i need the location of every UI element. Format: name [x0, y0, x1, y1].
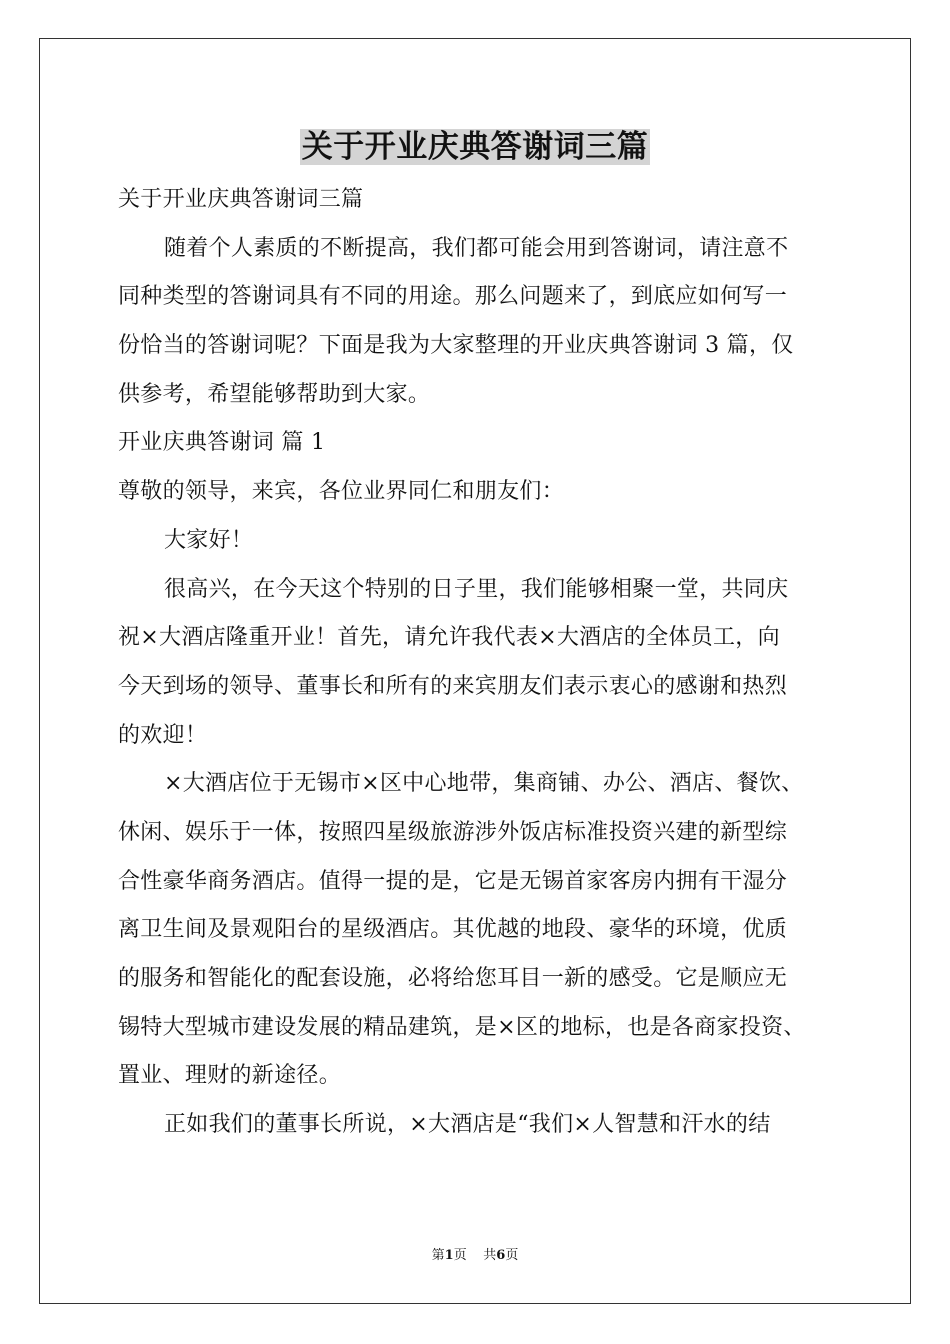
document-title-text: 关于开业庆典答谢词三篇	[301, 129, 649, 165]
footer-total-prefix: 共	[483, 1248, 497, 1263]
body-line: 同种类型的答谢词具有不同的用途。那么问题来了，到底应如何写一	[118, 284, 788, 310]
body-line: 休闲、娱乐于一体，按照四星级旅游涉外饭店标准投资兴建的新型综	[118, 819, 788, 845]
body-line: 今天到场的领导、董事长和所有的来宾朋友们表示衷心的感谢和热烈	[118, 673, 788, 699]
body-line: 置业、理财的新途径。	[118, 1063, 342, 1089]
page-footer	[0, 1247, 950, 1265]
footer-page-number: 1	[444, 1248, 454, 1263]
body-line: 随着个人素质的不断提高，我们都可能会用到答谢词，请注意不	[164, 235, 789, 261]
body-line: 离卫生间及景观阳台的星级酒店。其优越的地段、豪华的环境，优质	[118, 917, 788, 943]
footer-page-prefix: 第	[431, 1248, 445, 1263]
body-line: 份恰当的答谢词呢？下面是我为大家整理的开业庆典答谢词 3 篇，仅	[118, 333, 794, 359]
body-line: 大家好！	[164, 527, 254, 553]
body-line: 的欢迎！	[118, 722, 208, 748]
body-line: 祝×大酒店隆重开业！首先，请允许我代表×大酒店的全体员工，向	[118, 625, 780, 651]
body-line: 尊敬的领导，来宾，各位业界同仁和朋友们：	[118, 479, 565, 505]
document-body	[118, 176, 836, 1150]
body-line: 合性豪华商务酒店。值得一提的是，它是无锡首家客房内拥有干湿分	[118, 868, 788, 894]
body-line: 正如我们的董事长所说，×大酒店是“我们×人智慧和汗水的结	[164, 1112, 771, 1138]
body-line: 的服务和智能化的配套设施，必将给您耳目一新的感受。它是顺应无	[118, 966, 788, 991]
footer-total-pages: 6	[496, 1248, 506, 1263]
body-line: 供参考，希望能够帮助到大家。	[118, 381, 431, 407]
footer-total-suffix: 页	[505, 1248, 519, 1263]
body-line: 很高兴，在今天这个特别的日子里，我们能够相聚一堂，共同庆	[164, 576, 789, 602]
body-line: 锡特大型城市建设发展的精品建筑，是×区的地标，也是各商家投资、	[118, 1014, 806, 1040]
body-line: ×大酒店位于无锡市×区中心地带，集商铺、办公、酒店、餐饮、	[164, 771, 804, 797]
footer-page-suffix: 页	[453, 1248, 467, 1263]
body-line: 开业庆典答谢词 篇 1	[118, 430, 326, 456]
body-line: 关于开业庆典答谢词三篇	[118, 187, 364, 212]
document-title	[0, 124, 950, 170]
